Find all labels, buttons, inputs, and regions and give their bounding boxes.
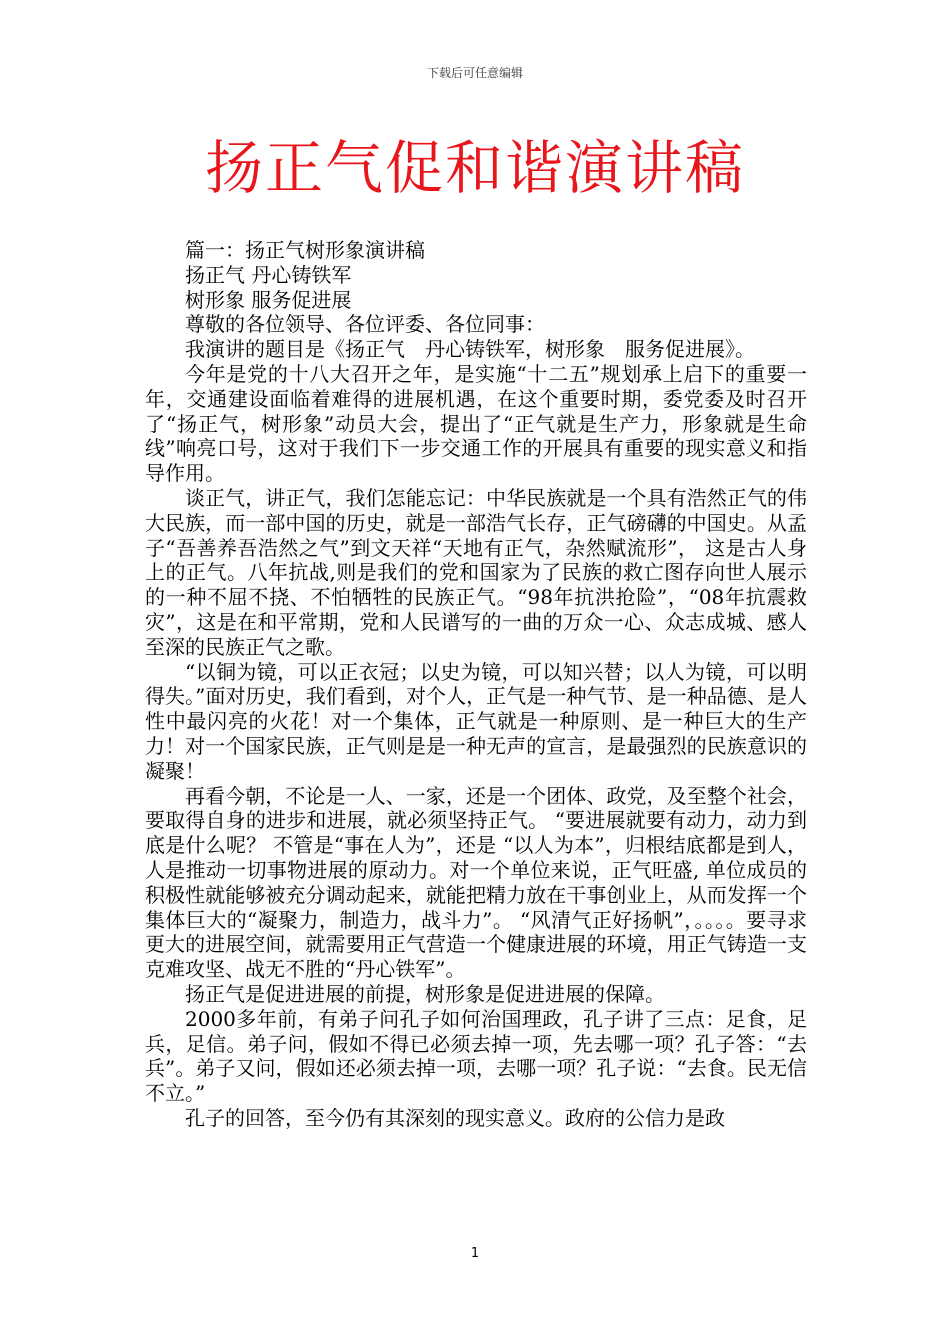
paragraph: 扬正气 丹心铸铁军 xyxy=(185,262,352,287)
page-number: 1 xyxy=(470,1246,480,1261)
paragraph: 树形象 服务促进展 xyxy=(185,287,352,312)
paragraph: 篇一：扬正气树形象演讲稿 xyxy=(185,238,425,262)
paragraph: 今年是党的十八大召开之年，是实施“十二五”规划承上启下的重要一年，交通建设面临着难得的进展机遇，在这个重要时期，委党委及时召开了“扬正气，树形象”动员大会，提出了“正气就是生产力，形象就是生命线”响亮口号，这对于我们下一步交通工作的开展具有重要的现实意义和指导作用。 xyxy=(145,361,807,486)
header-note: 下载后可任意编辑 xyxy=(426,66,523,80)
paragraph: “以铜为镜，可以正衣冠；以史为镜，可以知兴替；以人为镜，可以明得失。”面对历史，我们看到，对个人，正气是一种气节、是一种品德、是人性中最闪亮的火花！对一个集体，正气就是一种原则、是一种巨大的生产力！对一个国家民族，正气则是是一种无声的宣言，是最强烈的民族意识的凝聚！ xyxy=(145,659,807,783)
paragraph: 谈正气，讲正气，我们怎能忘记：中华民族就是一个具有浩然正气的伟大民族，而一部中国的历史，就是一部浩气长存，正气磅礴的中国史。从孟子“吾善养吾浩然之气”到文天祥“天地有正气，杂然赋流形”， 这是古人身上的正气。八年抗战,则是我们的党和国家为了民族的救亡图存向世人展示的一种不屈不挠、不怕牺牲的民族正气。“98年抗洪抢险”，“08年抗震救灾”，这是在和平常期，党和人民谱写的一曲的万众一心、众志成城、感人至深的民族正气之歌。 xyxy=(145,485,807,659)
paragraph: 扬正气是促进进展的前提，树形象是促进进展的保障。 xyxy=(185,981,665,1006)
paragraph: 尊敬的各位领导、各位评委、各位同事： xyxy=(185,312,545,337)
paragraph: 我演讲的题目是《扬正气 丹心铸铁军，树形象 服务促进展》。 xyxy=(185,337,755,362)
document-title: 扬正气促和谐演讲稿 xyxy=(204,134,745,202)
paragraph: 2000多年前，有弟子问孔子如何治国理政，孔子讲了三点：足食，足兵，足信。弟子问，假如不得已必须去掉一项，先去哪一项？孔子答：“去兵”。弟子又问，假如还必须去掉一项，去哪一项？孔子说：“去食。民无信不立。” xyxy=(145,1006,807,1106)
document-body xyxy=(145,238,807,1131)
paragraph: 再看今朝，不论是一人、一家，还是一个团体、政党，及至整个社会，要取得自身的进步和进展，就必须坚持正气。 “要进展就要有动力，动力到底是什么呢？ 不管是“事在人为”，还是 “以人为本”，归根结底都是到人，人是推动一切事物进展的原动力。对一个单位来说，正气旺盛, 单位成员的积极性就能够被充分调动起来，就能把精力放在干事创业上，从而发挥一个集体巨大的“凝聚力，制造力，战斗力”。 “风清气正好扬帆”，。。。。要寻求更大的进展空间，就需要用正气营造一个健康进展的环境，用正气铸造一支克难攻坚、战无不胜的“丹心铁军”。 xyxy=(145,783,807,982)
paragraph: 孔子的回答，至今仍有其深刻的现实意义。政府的公信力是政 xyxy=(185,1105,725,1130)
